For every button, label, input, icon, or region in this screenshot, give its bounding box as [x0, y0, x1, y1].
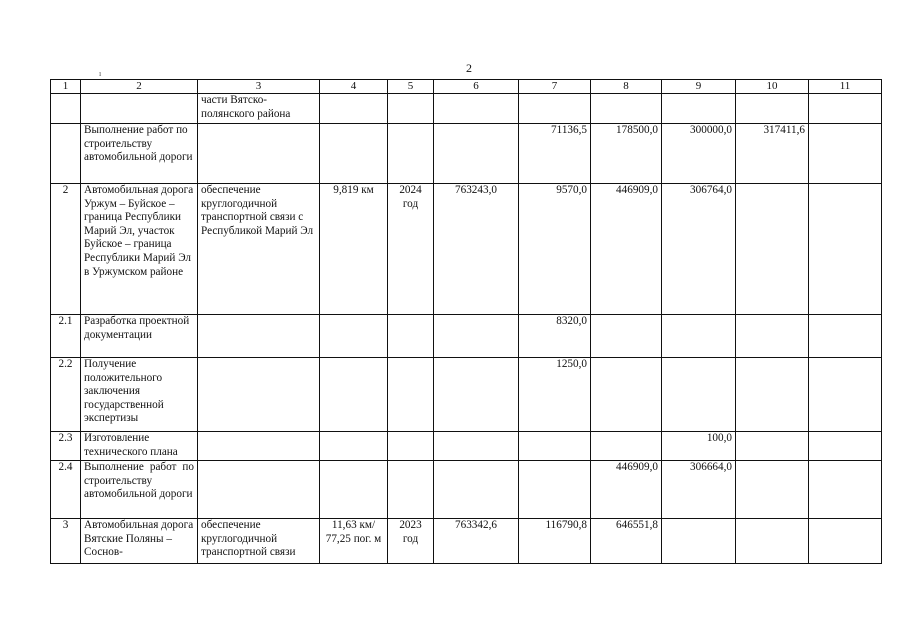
value-cell-col7 — [519, 94, 591, 124]
table-row — [51, 432, 882, 461]
value-cell-col7: 8320,0 — [519, 315, 591, 358]
value-cell-col8: 178500,0 — [591, 124, 662, 184]
year-cell — [388, 432, 434, 461]
row-number-cell: 2.2 — [51, 358, 81, 432]
column-number: 4 — [320, 80, 388, 94]
name-cell: Изготовление технического плана — [81, 432, 198, 461]
value-cell-col7: 9570,0 — [519, 184, 591, 315]
length-cell — [320, 315, 388, 358]
row-number-cell: 2.4 — [51, 461, 81, 519]
row-number-cell: 2 — [51, 184, 81, 315]
value-cell-col8 — [591, 432, 662, 461]
purpose-cell: обеспечение круглогодичной транспортной связи с Республикой Марий Эл — [198, 184, 320, 315]
table-row — [51, 461, 882, 519]
cost-cell — [434, 461, 519, 519]
value-cell-col7 — [519, 432, 591, 461]
name-cell: Получение положительного заключения государственной экспертизы — [81, 358, 198, 432]
value-cell-col9 — [662, 358, 736, 432]
value-cell-col7: 1250,0 — [519, 358, 591, 432]
purpose-cell — [198, 358, 320, 432]
purpose-cell — [198, 315, 320, 358]
purpose-cell — [198, 461, 320, 519]
row-number-cell — [51, 124, 81, 184]
value-cell-col10 — [736, 519, 809, 564]
column-number: 2 — [81, 80, 198, 94]
column-number: 7 — [519, 80, 591, 94]
row-number-cell: 2.3 — [51, 432, 81, 461]
value-cell-col8 — [591, 358, 662, 432]
value-cell-col11 — [809, 519, 882, 564]
value-cell-col11 — [809, 94, 882, 124]
value-cell-col10 — [736, 184, 809, 315]
purpose-cell: части Вятско-полянского района — [198, 94, 320, 124]
value-cell-col8: 446909,0 — [591, 184, 662, 315]
name-cell — [81, 94, 198, 124]
cost-cell: 763243,0 — [434, 184, 519, 315]
value-cell-col8 — [591, 315, 662, 358]
value-cell-col9 — [662, 519, 736, 564]
name-cell: Выполнение работ по строительству автомобильной дороги — [81, 461, 198, 519]
purpose-cell — [198, 124, 320, 184]
table-row — [51, 315, 882, 358]
length-cell: 9,819 км — [320, 184, 388, 315]
value-cell-col9 — [662, 315, 736, 358]
value-cell-col10 — [736, 94, 809, 124]
column-number-row — [51, 80, 882, 94]
year-cell — [388, 94, 434, 124]
name-cell: Автомобильная дорога Уржум – Буйское – граница Республики Марий Эл, участок Буйское – граница Республики Марий Эл в Уржумском районе — [81, 184, 198, 315]
value-cell-col9: 300000,0 — [662, 124, 736, 184]
value-cell-col10: 317411,6 — [736, 124, 809, 184]
year-cell: 2024 год — [388, 184, 434, 315]
row-number-cell: 3 — [51, 519, 81, 564]
value-cell-col8 — [591, 94, 662, 124]
year-cell: 2023 год — [388, 519, 434, 564]
value-cell-col10 — [736, 315, 809, 358]
value-cell-col9 — [662, 94, 736, 124]
length-cell: 11,63 км/ 77,25 пог. м — [320, 519, 388, 564]
column-number: 1 — [51, 80, 81, 94]
name-cell: Выполнение работ по строительству автомобильной дороги — [81, 124, 198, 184]
table-row — [51, 94, 882, 124]
table-row — [51, 184, 882, 315]
value-cell-col11 — [809, 124, 882, 184]
column-number: 9 — [662, 80, 736, 94]
cost-cell: 763342,6 — [434, 519, 519, 564]
cost-cell — [434, 358, 519, 432]
budget-table — [50, 79, 882, 564]
value-cell-col11 — [809, 184, 882, 315]
length-cell — [320, 124, 388, 184]
value-cell-col11 — [809, 432, 882, 461]
table-row — [51, 519, 882, 564]
column-number: 5 — [388, 80, 434, 94]
value-cell-col11 — [809, 315, 882, 358]
year-cell — [388, 315, 434, 358]
purpose-cell: обеспечение круглогодичной транспортной связи — [198, 519, 320, 564]
purpose-cell — [198, 432, 320, 461]
column-number: 3 — [198, 80, 320, 94]
page-number: 2 — [466, 61, 472, 75]
table-row — [51, 358, 882, 432]
name-cell: Разработка проектной документации — [81, 315, 198, 358]
value-cell-col8: 646551,8 — [591, 519, 662, 564]
column-number: 8 — [591, 80, 662, 94]
name-cell: Автомобильная дорога Вятские Поляны – Соснов- — [81, 519, 198, 564]
value-cell-col10 — [736, 432, 809, 461]
year-cell — [388, 358, 434, 432]
row-number-cell: 2.1 — [51, 315, 81, 358]
cost-cell — [434, 94, 519, 124]
value-cell-col10 — [736, 358, 809, 432]
value-cell-col10 — [736, 461, 809, 519]
scan-mark: ı — [99, 69, 102, 78]
column-number: 6 — [434, 80, 519, 94]
length-cell — [320, 432, 388, 461]
cost-cell — [434, 432, 519, 461]
year-cell — [388, 124, 434, 184]
length-cell — [320, 461, 388, 519]
cost-cell — [434, 124, 519, 184]
value-cell-col11 — [809, 358, 882, 432]
column-number: 10 — [736, 80, 809, 94]
row-number-cell — [51, 94, 81, 124]
value-cell-col7: 71136,5 — [519, 124, 591, 184]
value-cell-col8: 446909,0 — [591, 461, 662, 519]
year-cell — [388, 461, 434, 519]
column-number: 11 — [809, 80, 882, 94]
length-cell — [320, 358, 388, 432]
value-cell-col11 — [809, 461, 882, 519]
cost-cell — [434, 315, 519, 358]
value-cell-col9: 306764,0 — [662, 184, 736, 315]
table-row — [51, 124, 882, 184]
value-cell-col9: 100,0 — [662, 432, 736, 461]
value-cell-col7: 116790,8 — [519, 519, 591, 564]
value-cell-col9: 306664,0 — [662, 461, 736, 519]
length-cell — [320, 94, 388, 124]
value-cell-col7 — [519, 461, 591, 519]
